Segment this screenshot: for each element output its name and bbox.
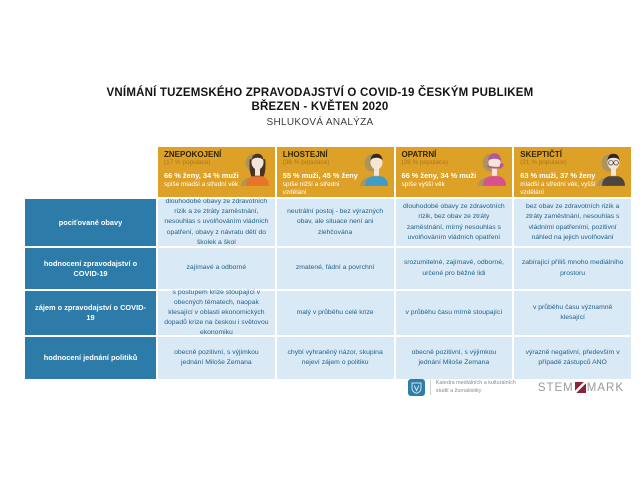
footer-logos <box>408 379 624 396</box>
cluster-population: (36 % populace) <box>282 159 330 167</box>
cluster-demographic: spíše vyšší věk <box>401 181 445 189</box>
page-title-line1: VNÍMÁNÍ TUZEMSKÉHO ZPRAVODAJSTVÍ O COVID-19 ČESKÝM PUBLIKEM <box>106 87 534 99</box>
table-cell: dlouhodobé obavy ze zdravotních rizik, bez obav ze ztráty zaměstnání, mírný nesouhlas s uvolňováním vládních opatření <box>396 199 513 246</box>
university-department-label <box>430 380 516 396</box>
woman-headscarf-avatar-icon <box>478 149 511 186</box>
man-blue-shirt-avatar-icon <box>360 149 393 186</box>
cluster-name: OPATRNÍ <box>401 150 437 159</box>
cluster-table <box>25 147 631 379</box>
cluster-gender-split: 63 % muži, 37 % ženy <box>520 170 596 180</box>
table-cell: chybí vyhraněný názor, skupina nejeví zájem o politiku <box>277 337 394 379</box>
table-cell: v průběhu času významně klesající <box>514 291 631 335</box>
row-label-hodnoceni-politiku: hodnocení jednání politiků <box>25 337 156 379</box>
row-label-zajem-o-zpravodajstvi: zájem o zpravodajství o COVID-19 <box>25 291 156 335</box>
department-line1: Katedra mediálních a kulturálních <box>435 379 516 386</box>
page-subtitle: SHLUKOVÁ ANALÝZA <box>266 116 374 128</box>
cluster-gender-split: 55 % muži, 45 % ženy <box>282 170 358 180</box>
table-cell: dlouhodobé obavy ze zdravotních rizik a ze ztráty zaměstnání, nesouhlas s uvolňováním vládních opatření, obavy z návratu dětí do školek a škol <box>158 199 275 246</box>
stemmark-text-left: STEM <box>537 381 574 394</box>
cluster-demographic: mladší a střední věk, vyšší vzdělání <box>520 181 596 196</box>
cluster-demographic: spíše nižší a střední vzdělání <box>282 181 340 196</box>
table-cell: malý v průběhu celé krize <box>277 291 394 335</box>
university-logo <box>408 379 516 396</box>
stemmark-text-right: MARK <box>586 381 624 394</box>
table-cell: zabírající příliš mnoho mediálního prostoru <box>514 248 631 289</box>
row-label-hodnoceni-zpravodajstvi: hodnocení zpravodajství o COVID-19 <box>25 248 156 289</box>
cluster-gender-split: 66 % ženy, 34 % muži <box>164 170 239 180</box>
table-cell: srozumitelné, zajímavé, odborné, určené pro běžné lidi <box>396 248 513 289</box>
cluster-header-skepticti <box>514 147 631 197</box>
table-cell: zmatené, fádní a povrchní <box>277 248 394 289</box>
man-glasses-avatar-icon <box>597 149 630 186</box>
table-cell: výrazně negativní, především v případě zástupců ANO <box>514 337 631 379</box>
table-cell: zajímavé a odborné <box>158 248 275 289</box>
page-title-line2: BŘEZEN - KVĚTEN 2020 <box>251 101 389 114</box>
woman-orange-shirt-avatar-icon <box>241 149 274 186</box>
cluster-header-lhostejni <box>277 147 394 197</box>
table-cell: v průběhu času mírně stoupající <box>396 291 513 335</box>
department-line2: studií a žurnalistiky <box>435 387 482 394</box>
cluster-name: ZNEPOKOJENÍ <box>164 150 222 159</box>
cluster-population: (21 % populace) <box>520 159 567 167</box>
table-cell: obecně pozitivní, s výjimkou jednání Miloše Zemana <box>158 337 275 379</box>
cluster-population: (26 % populace) <box>401 159 449 167</box>
table-cell: bez obav ze zdravotních rizik a ztráty zaměstnání, nesouhlas s vládními opatřeními, pozitivní náhled na jejich uvolňování <box>514 199 631 246</box>
table-cell: neutrální postoj - bez výrazných obav, ale situace není ani zlehčována <box>277 199 394 246</box>
table-cell: obecně pozitivní, s výjimkou jednání Miloše Zemana <box>396 337 513 379</box>
cluster-population: (17 % populace) <box>164 159 211 167</box>
cluster-header-opatrni <box>396 147 513 197</box>
table-corner-spacer <box>25 147 156 197</box>
cluster-gender-split: 66 % ženy, 34 % muži <box>401 170 477 180</box>
cluster-name: LHOSTEJNÍ <box>282 150 328 159</box>
university-shield-icon <box>408 379 425 396</box>
title-block <box>0 86 640 128</box>
cluster-header-znepokojeni <box>158 147 275 197</box>
cluster-demographic: spíše mladší a střední věk <box>164 181 239 189</box>
stemmark-logo <box>538 382 624 394</box>
row-label-pocitovane-obavy: pociťované obavy <box>25 199 156 246</box>
cluster-name: SKEPTIČTÍ <box>520 150 563 159</box>
table-cell: s postupem krize stoupající v obecných tématech, naopak klesající v oblasti ekonomických dopadů krize na českou i světovou ekonomiku <box>158 291 275 335</box>
stemmark-slash-icon <box>575 382 586 393</box>
